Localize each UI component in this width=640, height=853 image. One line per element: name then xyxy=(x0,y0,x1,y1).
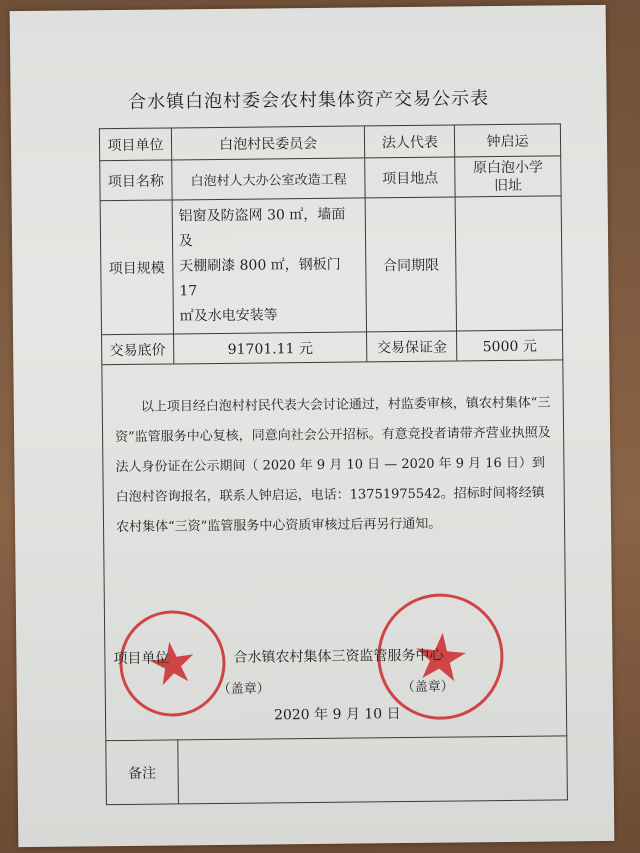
project-name-label: 项目名称 xyxy=(100,160,172,201)
scale-line-1: 铝窗及防盗网 30 ㎡，墙面及 xyxy=(178,206,346,250)
table-row xyxy=(99,124,560,161)
base-price-label: 交易底价 xyxy=(102,334,174,365)
scale-line-3: ㎡及水电安装等 xyxy=(179,307,278,325)
location-line-1: 原白泡小学 xyxy=(472,159,543,176)
unit-value: 白泡村民委员会 xyxy=(171,126,365,160)
location-value xyxy=(455,156,561,197)
project-name-value: 白泡村人大办公室改造工程 xyxy=(172,158,366,200)
contract-period-value xyxy=(455,196,562,331)
seal-placeholder-1: （盖章） xyxy=(217,681,270,698)
table-row xyxy=(100,156,561,201)
table-row xyxy=(106,736,568,805)
contract-period-label: 合同期限 xyxy=(366,197,457,332)
location-line-2: 旧址 xyxy=(494,177,523,194)
location-label: 项目地点 xyxy=(365,157,455,198)
legal-rep-value: 钟启运 xyxy=(455,124,561,157)
scale-label: 项目规模 xyxy=(100,200,173,335)
base-price-value: 91701.11 元 xyxy=(173,332,367,364)
legal-rep-label: 法人代表 xyxy=(365,125,455,158)
table-row xyxy=(102,360,567,741)
scale-value xyxy=(172,198,367,334)
notice-cell xyxy=(102,360,567,741)
signature-center-label: 合水镇农村集体三资监管服务中心 xyxy=(233,647,444,666)
document-page xyxy=(10,5,615,847)
notice-text: 以上项目经白泡村村民代表大会讨论通过，村监委审核，镇农村集体“三资”监管服务中心复核，同意向社会公开招标。有意竞投者请带齐营业执照及法人身份证在公示期间（ 2020 年 9 月 10 日 — 2020 年 9 月 16 日）到白泡村咨询报名，联系人钟启运，电话：13751975542。招标时间将经镇农村集体“三资”监管服务中心资质审核过后再另行通知。 xyxy=(115,395,551,536)
remarks-label: 备注 xyxy=(106,740,178,805)
deposit-value: 5000 元 xyxy=(457,330,563,361)
asset-transaction-table xyxy=(99,123,568,805)
table-row xyxy=(100,196,562,335)
seal-placeholder-2: （盖章） xyxy=(401,679,454,696)
scale-line-2: 天棚刷漆 800 ㎡，钢板门 17 xyxy=(179,256,341,300)
signature-unit-label: 项目单位 xyxy=(113,650,170,668)
document-title: 合水镇白泡村委会农村集体资产交易公示表 xyxy=(127,88,490,113)
signature-date: 2020 年 9 月 10 日 xyxy=(273,706,401,724)
unit-label: 项目单位 xyxy=(99,128,171,161)
deposit-label: 交易保证金 xyxy=(367,331,457,362)
remarks-value xyxy=(178,736,568,804)
table-row xyxy=(102,330,563,365)
